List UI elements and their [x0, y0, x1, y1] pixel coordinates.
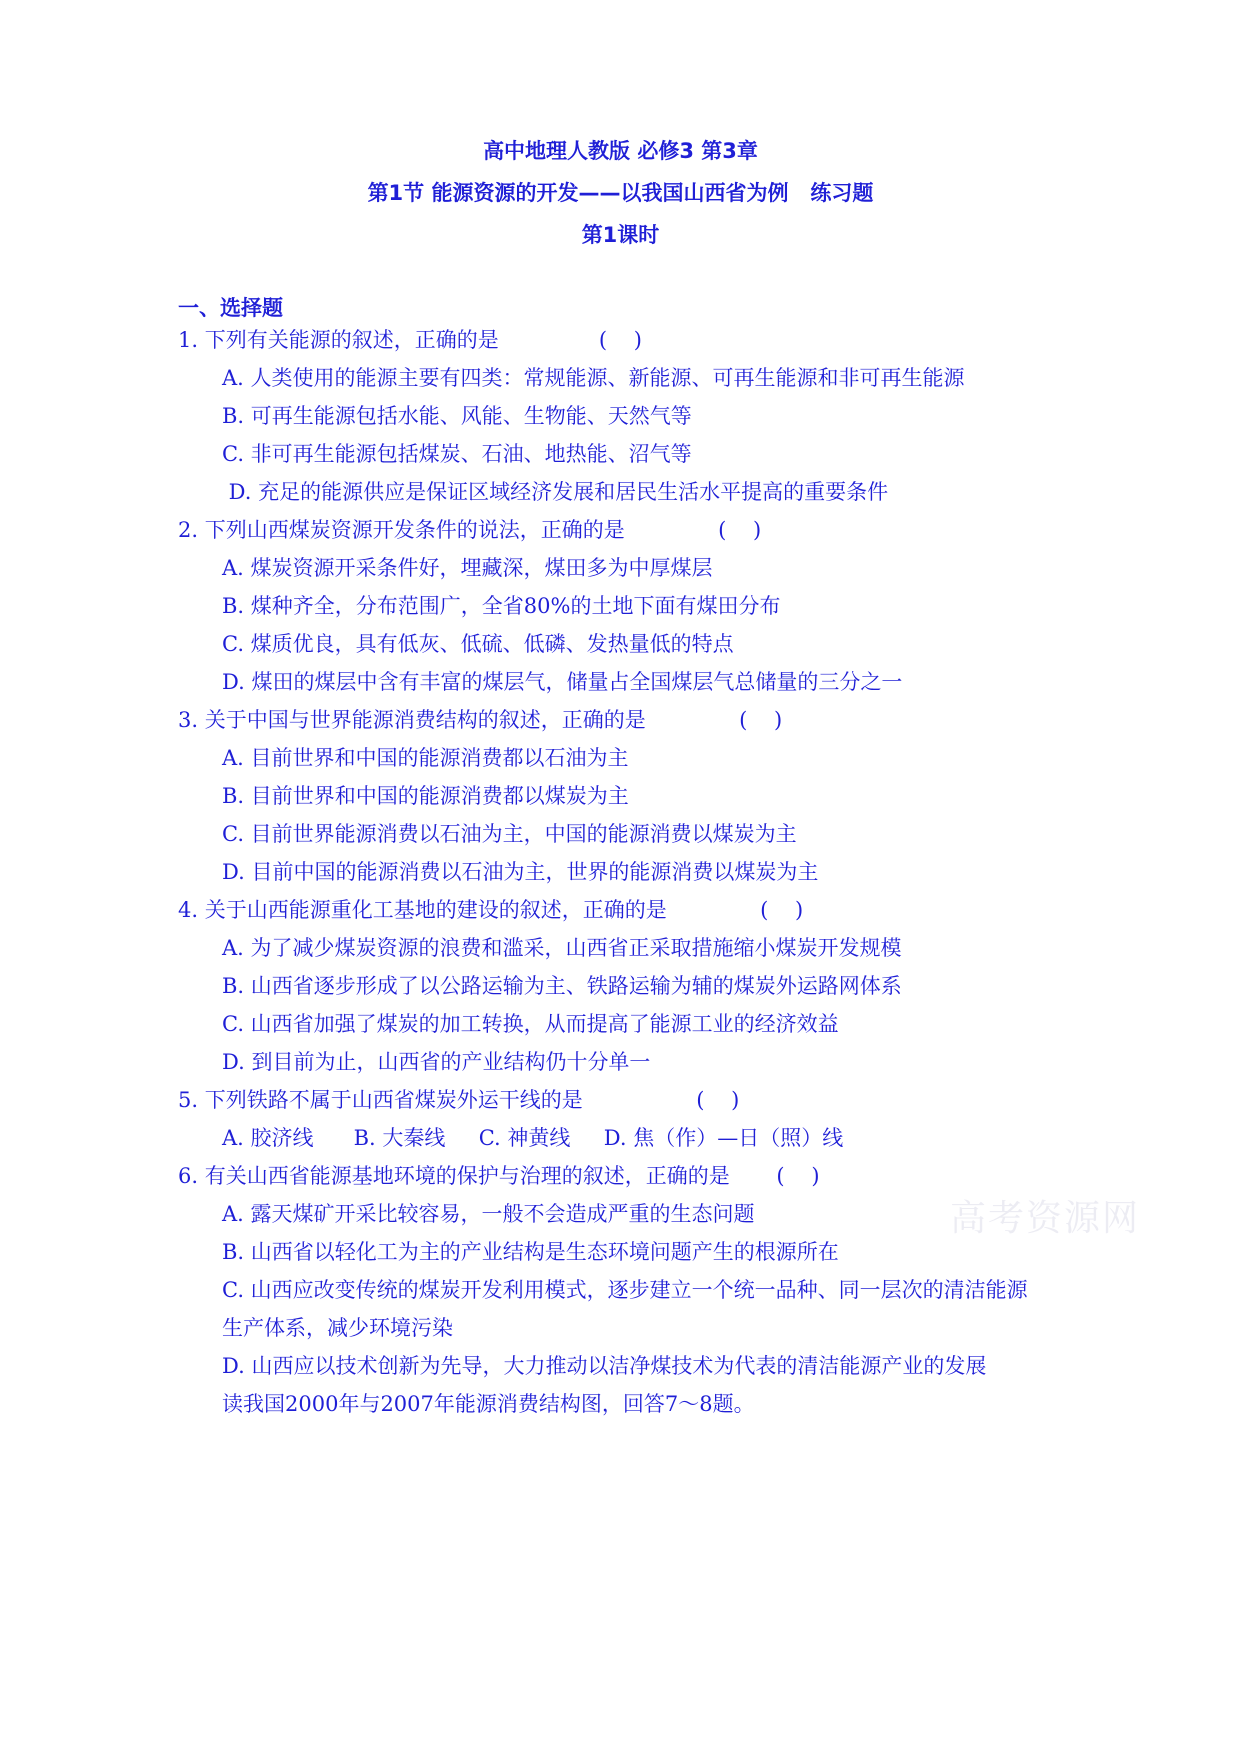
option: A. 煤炭资源开采条件好，埋藏深，煤田多为中厚煤层 [222, 556, 713, 580]
document-title: 高中地理人教版 必修3 第3章 [483, 139, 758, 163]
option: C. 目前世界能源消费以石油为主，中国的能源消费以煤炭为主 [222, 822, 797, 846]
option: A. 目前世界和中国的能源消费都以石油为主 [222, 746, 629, 770]
option: D. 目前中国的能源消费以石油为主，世界的能源消费以煤炭为主 [222, 860, 819, 884]
option: B. 山西省以轻化工为主的产业结构是生态环境问题产生的根源所在 [222, 1240, 839, 1264]
option: C. 非可再生能源包括煤炭、石油、地热能、沼气等 [222, 442, 692, 466]
option: C. 煤质优良，具有低灰、低硫、低磷、发热量低的特点 [222, 632, 734, 656]
option: B. 目前世界和中国的能源消费都以煤炭为主 [222, 784, 629, 808]
option: A. 为了减少煤炭资源的浪费和滥采，山西省正采取措施缩小煤炭开发规模 [222, 936, 902, 960]
option: D. 充足的能源供应是保证区域经济发展和居民生活水平提高的重要条件 [222, 480, 889, 504]
section-title: 第1节 能源资源的开发——以我国山西省为例 练习题 [367, 181, 874, 205]
option: B. 可再生能源包括水能、风能、生物能、天然气等 [222, 404, 692, 428]
option-continuation: 生产体系，减少环境污染 [222, 1316, 453, 1340]
question-stem: 2. 下列山西煤炭资源开发条件的说法，正确的是 ( ) [178, 518, 762, 542]
question-stem: 6. 有关山西省能源基地环境的保护与治理的叙述，正确的是 ( ) [178, 1164, 820, 1188]
option: D. 煤田的煤层中含有丰富的煤层气，储量占全国煤层气总储量的三分之一 [222, 670, 903, 694]
question-stem: 4. 关于山西能源重化工基地的建设的叙述，正确的是 ( ) [178, 898, 804, 922]
option: D. 到目前为止，山西省的产业结构仍十分单一 [222, 1050, 651, 1074]
option: B. 煤种齐全，分布范围广，全省80%的土地下面有煤田分布 [222, 594, 781, 618]
option: D. 山西应以技术创新为先导，大力推动以洁净煤技术为代表的清洁能源产业的发展 [222, 1354, 987, 1378]
watermark: 高考资源网 [950, 1198, 1141, 1239]
option: A. 露天煤矿开采比较容易，一般不会造成严重的生态问题 [222, 1202, 755, 1226]
section-heading: 一、选择题 [178, 296, 283, 320]
reading-prompt: 读我国2000年与2007年能源消费结构图，回答7～8题。 [222, 1392, 755, 1416]
option: B. 山西省逐步形成了以公路运输为主、铁路运输为辅的煤炭外运路网体系 [222, 974, 902, 998]
question-stem: 5. 下列铁路不属于山西省煤炭外运干线的是 ( ) [178, 1088, 740, 1112]
question-stem: 1. 下列有关能源的叙述，正确的是 ( ) [178, 328, 642, 352]
option: C. 山西省加强了煤炭的加工转换，从而提高了能源工业的经济效益 [222, 1012, 839, 1036]
option: A. 人类使用的能源主要有四类：常规能源、新能源、可再生能源和非可再生能源 [222, 366, 965, 390]
lesson-title: 第1课时 [581, 223, 660, 247]
option: C. 山西应改变传统的煤炭开发利用模式，逐步建立一个统一品种、同一层次的清洁能源 [222, 1278, 1028, 1302]
option: A. 胶济线 B. 大秦线 C. 神黄线 D. 焦（作）—日（照）线 [222, 1126, 844, 1150]
question-stem: 3. 关于中国与世界能源消费结构的叙述，正确的是 ( ) [178, 708, 783, 732]
